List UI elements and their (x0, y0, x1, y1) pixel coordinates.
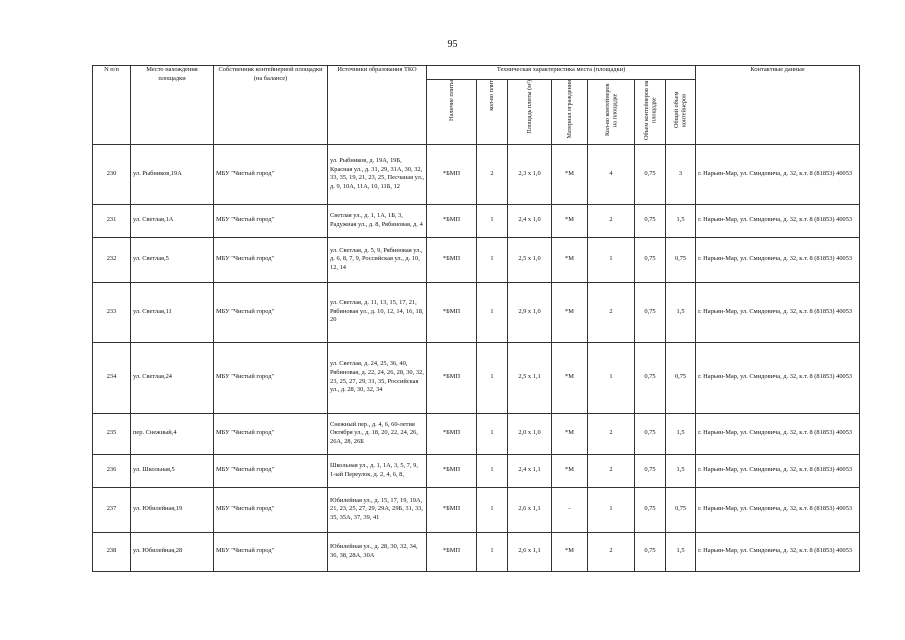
row-location: ул. Рыбников,19А (131, 144, 214, 204)
row-total-volume: 1,5 (666, 532, 696, 571)
row-contact: г. Нарьян-Мар, ул. Смидовича, д. 32, к.т. 8 (81853) 40053 (696, 144, 860, 204)
row-location: ул. Светлая,24 (131, 342, 214, 413)
row-container-count: 1 (588, 237, 635, 282)
row-total-volume: 3 (666, 144, 696, 204)
row-contact: г. Нарьян-Мар, ул. Смидовича, д. 32, к.т. 8 (81853) 40053 (696, 413, 860, 454)
row-container-count: 1 (588, 487, 635, 532)
row-plates-count: 1 (477, 237, 508, 282)
row-fence-material: - (552, 487, 588, 532)
row-plates-count: 1 (477, 413, 508, 454)
header-plate: Наличие плиты (447, 80, 455, 121)
row-plate-area: 2,6 х 1,1 (508, 487, 552, 532)
row-plate: *БМП (427, 413, 477, 454)
table-row (93, 237, 860, 282)
row-container-volume: 0,75 (635, 204, 666, 237)
header-num: N п/п (93, 66, 131, 145)
row-owner: МБУ "Чистый город" (214, 342, 328, 413)
row-plate-area: 2,3 х 1,0 (508, 144, 552, 204)
row-total-volume: 1,5 (666, 204, 696, 237)
row-container-count: 2 (588, 532, 635, 571)
row-plate-area: 2,4 х 1,1 (508, 454, 552, 487)
row-location: ул. Юбилейная,19 (131, 487, 214, 532)
container-sites-table (92, 65, 860, 572)
row-sources: Юбилейная ул., д. 15, 17, 19, 19А, 21, 23, 25, 27, 29, 29А, 29Б, 31, 33, 35, 35А, 37, 39, 41 (328, 487, 427, 532)
header-sources: Источники образования ТКО (328, 66, 427, 145)
row-container-count: 1 (588, 342, 635, 413)
row-plates-count: 1 (477, 487, 508, 532)
row-plate: *БМП (427, 342, 477, 413)
row-total-volume: 1,5 (666, 454, 696, 487)
row-sources: ул. Светлая, д. 5, 9, Рябиновая ул., д. 6, 8, 7, 9, Российская ул., д. 10, 12, 14 (328, 237, 427, 282)
header-location: Место нахождения площадки (131, 66, 214, 145)
row-fence-material: *М (552, 454, 588, 487)
row-location: ул. Школьная,5 (131, 454, 214, 487)
row-plate: *БМП (427, 532, 477, 571)
row-sources: ул. Светлая, д. 24, 25, 36, 40, Рябиновая, д. 22, 24, 26, 28, 30, 32, 23, 25, 27, 29, 31, 35, Российская ул., д. 28, 30, 32, 34 (328, 342, 427, 413)
header-contact: Контактные данные (696, 66, 860, 145)
row-plate-area: 2,6 х 1,1 (508, 532, 552, 571)
row-total-volume: 1,5 (666, 282, 696, 342)
row-sources: Школьная ул., д. 1, 1А, 3, 5, 7, 9, 1-ый Переулок, д. 2, 4, 6, 8, (328, 454, 427, 487)
row-plates-count: 1 (477, 532, 508, 571)
row-fence-material: *М (552, 413, 588, 454)
header-container-volume: Объем контейнеров на площадке (642, 80, 657, 140)
row-container-volume: 0,75 (635, 144, 666, 204)
row-container-count: 4 (588, 144, 635, 204)
row-plate-area: 2,0 х 1,0 (508, 413, 552, 454)
row-number: 237 (93, 487, 131, 532)
row-container-volume: 0,75 (635, 487, 666, 532)
row-contact: г. Нарьян-Мар, ул. Смидовича, д. 32, к.т. 8 (81853) 40053 (696, 487, 860, 532)
row-fence-material: *М (552, 342, 588, 413)
row-owner: МБУ "Чистый город" (214, 487, 328, 532)
row-sources: Снежный пер., д. 4, 6, 60-летия Октября ул., д. 18, 20, 22, 24, 26, 26А, 28, 26Б (328, 413, 427, 454)
row-owner: МБУ "Чистый город" (214, 237, 328, 282)
row-number: 230 (93, 144, 131, 204)
row-plate-area: 2,9 х 1,0 (508, 282, 552, 342)
row-number: 233 (93, 282, 131, 342)
row-container-count: 2 (588, 282, 635, 342)
row-location: ул. Светлая,5 (131, 237, 214, 282)
row-plates-count: 1 (477, 204, 508, 237)
row-container-volume: 0,75 (635, 413, 666, 454)
row-container-volume: 0,75 (635, 237, 666, 282)
row-fence-material: *М (552, 144, 588, 204)
table-row (93, 454, 860, 487)
row-owner: МБУ "Чистый город" (214, 413, 328, 454)
row-plate: *БМП (427, 204, 477, 237)
row-container-volume: 0,75 (635, 532, 666, 571)
row-container-count: 2 (588, 204, 635, 237)
row-container-volume: 0,75 (635, 342, 666, 413)
table-row (93, 144, 860, 204)
header-tech: Техническая характеристика места (площадки) (427, 66, 696, 80)
header-total-volume: Общий объем контейнеров (673, 91, 688, 129)
row-fence-material: *М (552, 532, 588, 571)
row-fence-material: *М (552, 237, 588, 282)
table-row (93, 282, 860, 342)
row-plate: *БМП (427, 454, 477, 487)
row-number: 236 (93, 454, 131, 487)
row-plates-count: 2 (477, 144, 508, 204)
row-plate-area: 2,5 х 1,1 (508, 342, 552, 413)
row-sources: Юбилейная ул., д. 28, 30, 32, 34, 36, 38, 28А, 30А (328, 532, 427, 571)
row-sources: ул. Рыбников, д. 19А, 19Б, Красная ул., д. 31, 29, 31А, 30, 32, 33, 35, 19, 21, 23, 25, Песчаная ул., д. 9, 10А, 11А, 10, 11Б, 12 (328, 144, 427, 204)
row-container-volume: 0,75 (635, 454, 666, 487)
header-plates-count: кол-во плит (488, 80, 496, 111)
row-location: ул. Юбилейная,28 (131, 532, 214, 571)
row-number: 238 (93, 532, 131, 571)
table-row (93, 413, 860, 454)
row-contact: г. Нарьян-Мар, ул. Смидовича, д. 32, к.т. 8 (81853) 40053 (696, 204, 860, 237)
row-location: ул. Светлая,11 (131, 282, 214, 342)
row-location: пер. Снежный,4 (131, 413, 214, 454)
row-total-volume: 0,75 (666, 487, 696, 532)
row-plate: *БМП (427, 237, 477, 282)
row-owner: МБУ "Чистый город" (214, 204, 328, 237)
row-owner: МБУ "Чистый город" (214, 282, 328, 342)
row-sources: ул. Светлая, д. 11, 13, 15, 17, 21, Рябиновая ул., д. 10, 12, 14, 16, 18, 20 (328, 282, 427, 342)
row-number: 231 (93, 204, 131, 237)
row-plates-count: 1 (477, 342, 508, 413)
row-contact: г. Нарьян-Мар, ул. Смидовича, д. 32, к.т. 8 (81853) 40053 (696, 454, 860, 487)
row-contact: г. Нарьян-Мар, ул. Смидовича, д. 32, к.т. 8 (81853) 40053 (696, 342, 860, 413)
row-plates-count: 1 (477, 282, 508, 342)
row-owner: МБУ "Чистый город" (214, 532, 328, 571)
row-container-volume: 0,75 (635, 282, 666, 342)
row-number: 235 (93, 413, 131, 454)
row-owner: МБУ "Чистый город" (214, 454, 328, 487)
row-total-volume: 1,5 (666, 413, 696, 454)
row-total-volume: 0,75 (666, 342, 696, 413)
row-plate: *БМП (427, 487, 477, 532)
row-number: 232 (93, 237, 131, 282)
row-plate-area: 2,4 х 1,0 (508, 204, 552, 237)
row-contact: г. Нарьян-Мар, ул. Смидовича, д. 32, к.т. 8 (81853) 40053 (696, 237, 860, 282)
table-row (93, 342, 860, 413)
row-plate: *БМП (427, 282, 477, 342)
row-sources: Светлая ул., д. 1, 1А, 1Б, 3, Радужная ул., д. 8, Рябиновая, д. 4 (328, 204, 427, 237)
page-number: 95 (447, 39, 458, 50)
row-contact: г. Нарьян-Мар, ул. Смидовича, д. 32, к.т. 8 (81853) 40053 (696, 532, 860, 571)
header-plate-area: Площадь плиты (м²) (525, 80, 533, 134)
row-location: ул. Светлая,1А (131, 204, 214, 237)
row-fence-material: *М (552, 282, 588, 342)
row-plate: *БМП (427, 144, 477, 204)
row-container-count: 2 (588, 413, 635, 454)
row-plate-area: 2,5 х 1,0 (508, 237, 552, 282)
table-row (93, 487, 860, 532)
header-fence-material: Материал ограждения (565, 80, 573, 139)
row-container-count: 2 (588, 454, 635, 487)
table-row (93, 204, 860, 237)
row-owner: МБУ "Чистый город" (214, 144, 328, 204)
row-total-volume: 0,75 (666, 237, 696, 282)
row-fence-material: *М (552, 204, 588, 237)
header-container-count: Кол-во контейнеров на площадке (603, 83, 618, 137)
table-row (93, 532, 860, 571)
row-contact: г. Нарьян-Мар, ул. Смидовича, д. 32, к.т. 8 (81853) 40053 (696, 282, 860, 342)
row-plates-count: 1 (477, 454, 508, 487)
header-owner: Собственник контейнерной площадки (на балансе) (214, 66, 328, 145)
row-number: 234 (93, 342, 131, 413)
